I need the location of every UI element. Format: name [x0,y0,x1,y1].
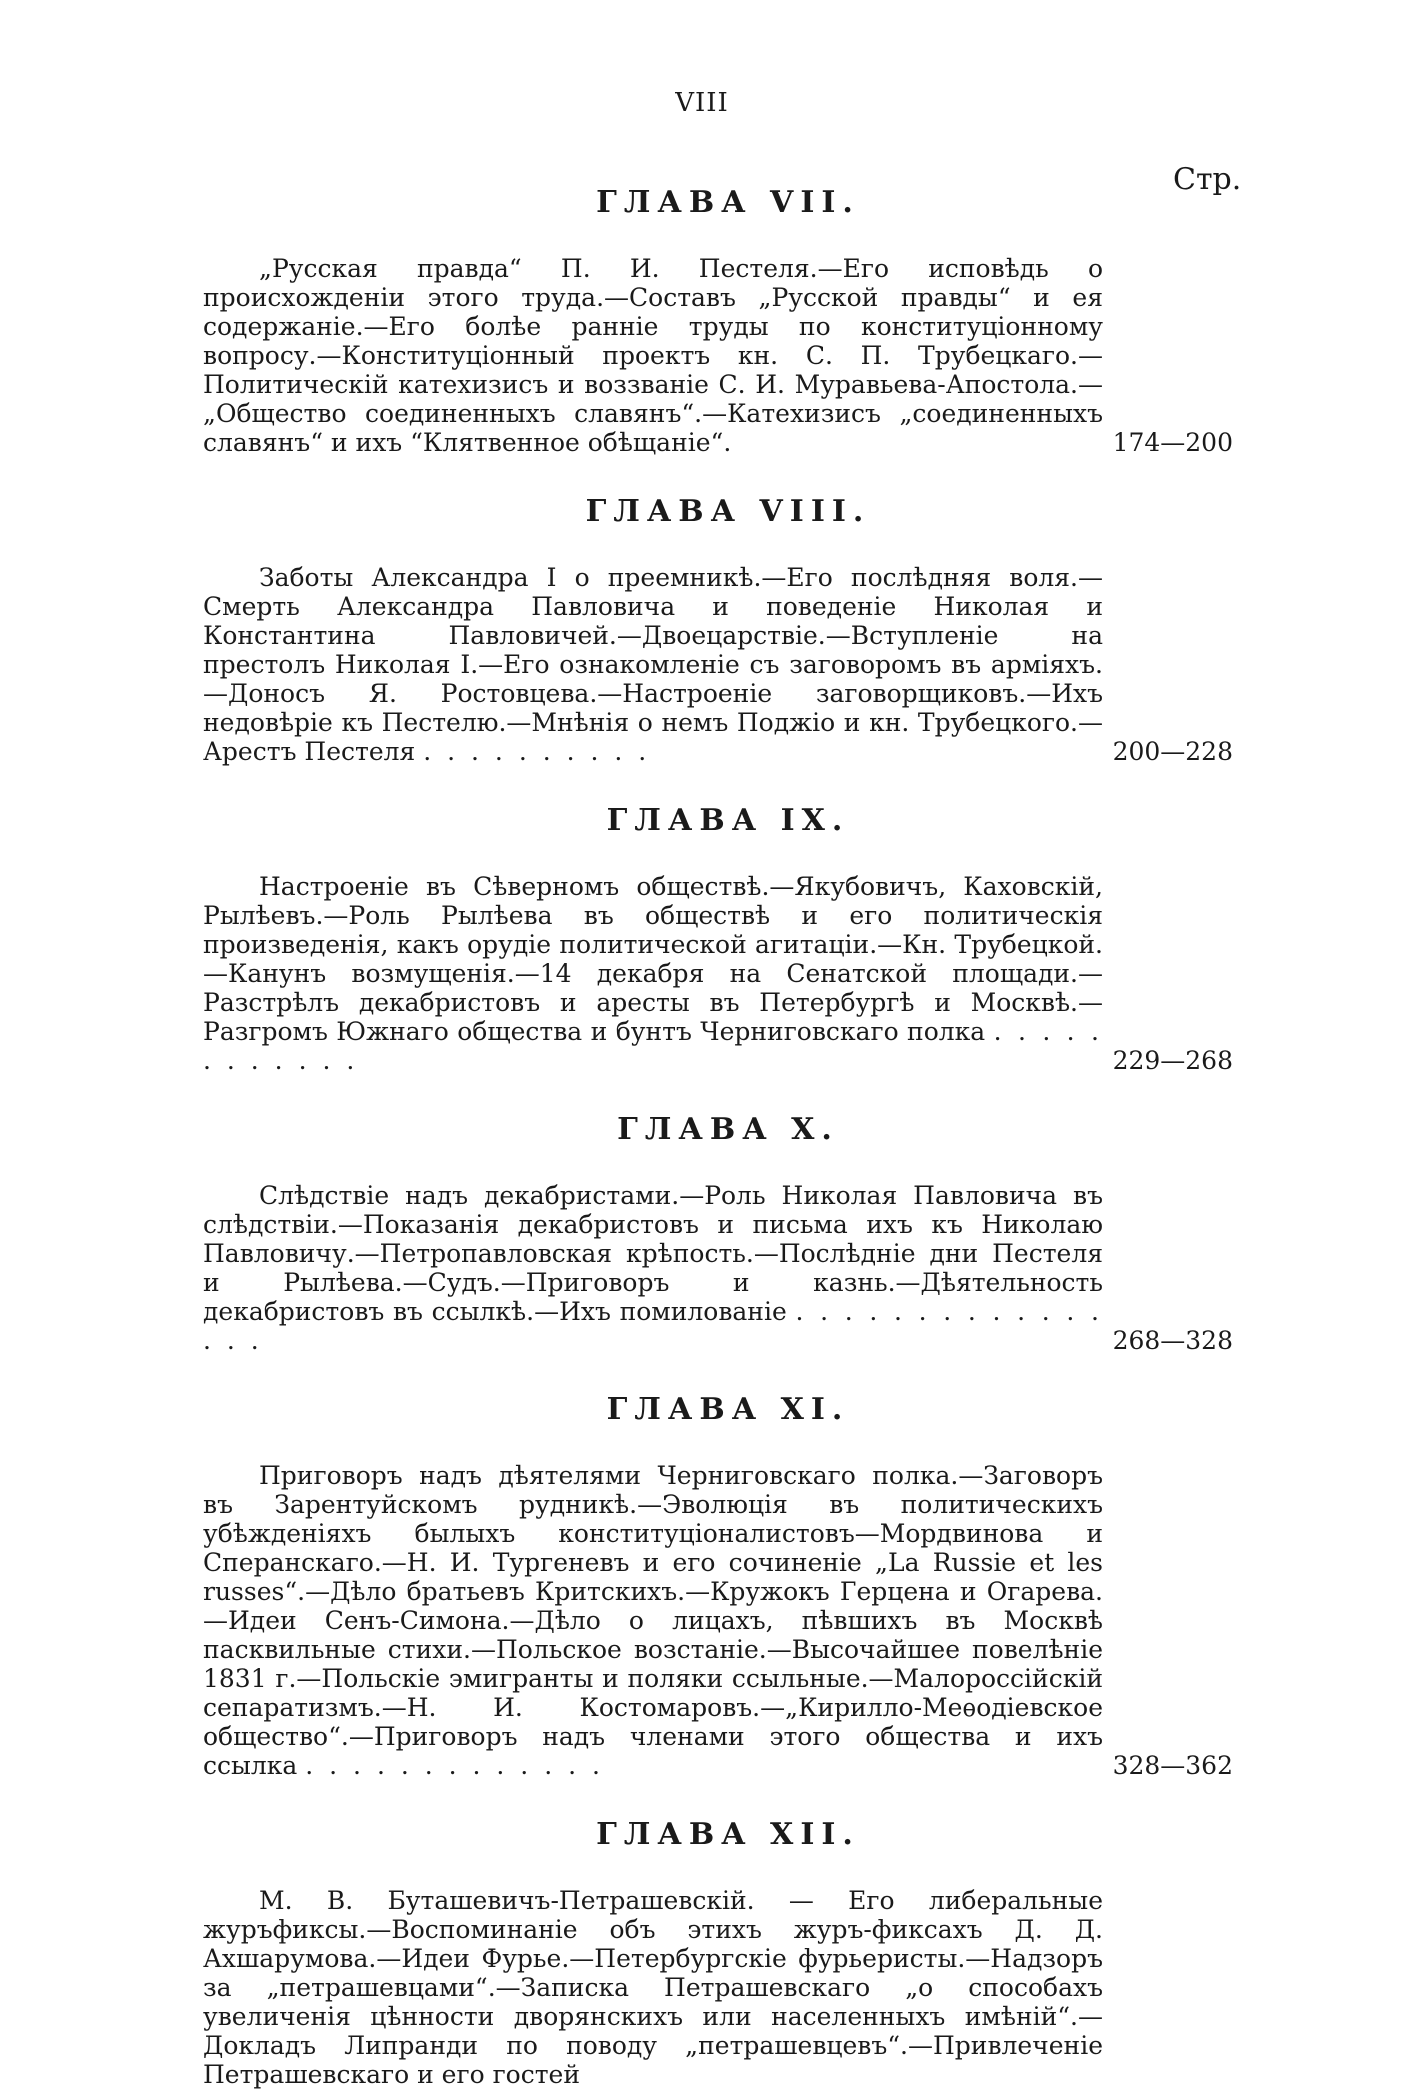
chapter-summary [203,1181,1233,1355]
chapter-title: ГЛАВА XII. [596,1817,860,1852]
chapter-summary-text: М. В. Буташевичъ-Петрашевскій. — Его либеральные журъфиксы.—Воспоминаніе объ этихъ журъ-фиксахъ Д. Д. Ахшарумова.—Идеи Фурье.—Петербургскіе фурьеристы.—Надзоръ за „петрашевцами“.—Записка Петрашевскаго „о способахъ увеличенія цѣнности дворянскихъ или населенныхъ имѣній“.—Докладъ Липранди по поводу „петрашевцевъ“.—Привлеченіе Петрашевскаго и его гостей [203,1886,1103,2089]
page-range: 174—200 [1112,428,1233,457]
table-of-contents [203,185,1233,2089]
chapter-summary [203,1461,1233,1780]
chapter-summary [203,254,1233,457]
chapter-title: ГЛАВА VII. [596,185,860,220]
chapter-summary-text: Слѣдствіе надъ декабристами.—Роль Николая Павловича въ слѣдствіи.—Показанія декабристовъ и письма ихъ къ Николаю Павловичу.—Петропавловская крѣпость.—Послѣдніе дни Пестеля и Рылѣева.—Судъ.—Приговоръ и казнь.—Дѣятельность декабристовъ въ ссылкѣ.—Ихъ помилованіе [203,1181,1103,1326]
chapter-title: ГЛАВА XI. [606,1392,850,1427]
chapter-8 [203,494,1233,766]
chapter-summary-text: Заботы Александра I о преемникѣ.—Его послѣдняя воля.—Смерть Александра Павловича и поведеніе Николая и Константина Павловичей.—Двоецарствіе.—Вступленіе на престолъ Николая I.—Его ознакомленіе съ заговоромъ въ арміяхъ.—Доносъ Я. Ростовцева.—Настроеніе заговорщиковъ.—Ихъ недовѣріе къ Пестелю.—Мнѣнія о немъ Поджіо и кн. Трубецкого.—Арестъ Пестеля [203,563,1103,766]
chapter-7 [203,185,1233,457]
chapter-12 [203,1817,1233,2089]
chapter-summary [203,563,1233,766]
chapter-summary [203,1886,1233,2089]
chapter-summary-text: „Русская правда“ П. И. Пестеля.—Его исповѣдь о происхожденіи этого труда.—Составъ „Русской правды“ и ея содержаніе.—Его болѣе ранніе труды по конституціонному вопросу.—Конституціонный проектъ кн. С. П. Трубецкаго.—Политическій катехизисъ и воззваніе С. И. Муравьева-Апостола.—„Общество соединенныхъ славянъ“.—Катехизисъ „соединенныхъ славянъ“ и ихъ “Клятвенное обѣщаніе“. [203,254,1103,457]
chapter-title: ГЛАВА X. [617,1112,839,1147]
dot-leader: . . . . . . . . . . [423,737,651,766]
chapter-summary-text: Приговоръ надъ дѣятелями Черниговскаго полка.—Заговоръ въ Зарентуйскомъ рудникѣ.—Эволюція въ политическихъ убѣжденіяхъ былыхъ конституціоналистовъ—Мордвинова и Сперанскаго.—Н. И. Тургеневъ и его сочиненіе „La Russie et les russes“.—Дѣло братьевъ Критскихъ.—Кружокъ Герцена и Огарева.—Идеи Сенъ-Симона.—Дѣло о лицахъ, пѣвшихъ въ Москвѣ пасквильные стихи.—Польское возстаніе.—Высочайшее повелѣніе 1831 г.—Польскіе эмигранты и поляки ссыльные.—Малороссійскій сепаратизмъ.—Н. И. Костомаровъ.—„Кирилло-Меѳодіевское общество“.—Приговоръ надъ членами этого общества и ихъ ссылка [203,1461,1103,1780]
page-range: 229—268 [1112,1046,1233,1075]
page-number: VIII [675,88,729,118]
chapter-title: ГЛАВА VIII. [585,494,871,529]
chapter-10 [203,1112,1233,1355]
chapter-summary-text: Настроеніе въ Сѣверномъ обществѣ.—Якубовичъ, Каховскій, Рылѣевъ.—Роль Рылѣева въ обществѣ и его политическія произведенія, какъ орудіе политической агитаціи.—Кн. Трубецкой.—Канунъ возмущенія.—14 декабря на Сенатской площади.—Разстрѣлъ декабристовъ и аресты въ Петербургѣ и Москвѣ.—Разгромъ Южнаго общества и бунтъ Черниговскаго полка [203,872,1103,1046]
chapter-9 [203,803,1233,1075]
chapter-11 [203,1392,1233,1780]
page-range: 268—328 [1112,1326,1233,1355]
dot-leader: . . . . . . . . . . . . . . . . [203,1297,1103,1355]
pages-column-label: Стр. [1173,162,1242,197]
chapter-summary [203,872,1233,1075]
dot-leader: . . . . . . . . . . . . . [305,1751,604,1780]
chapter-title: ГЛАВА IX. [606,803,850,838]
page-range: 200—228 [1112,737,1233,766]
page-range: 328—362 [1112,1751,1233,1780]
dot-leader: . . . . . . . . . . . . [203,1017,1103,1075]
